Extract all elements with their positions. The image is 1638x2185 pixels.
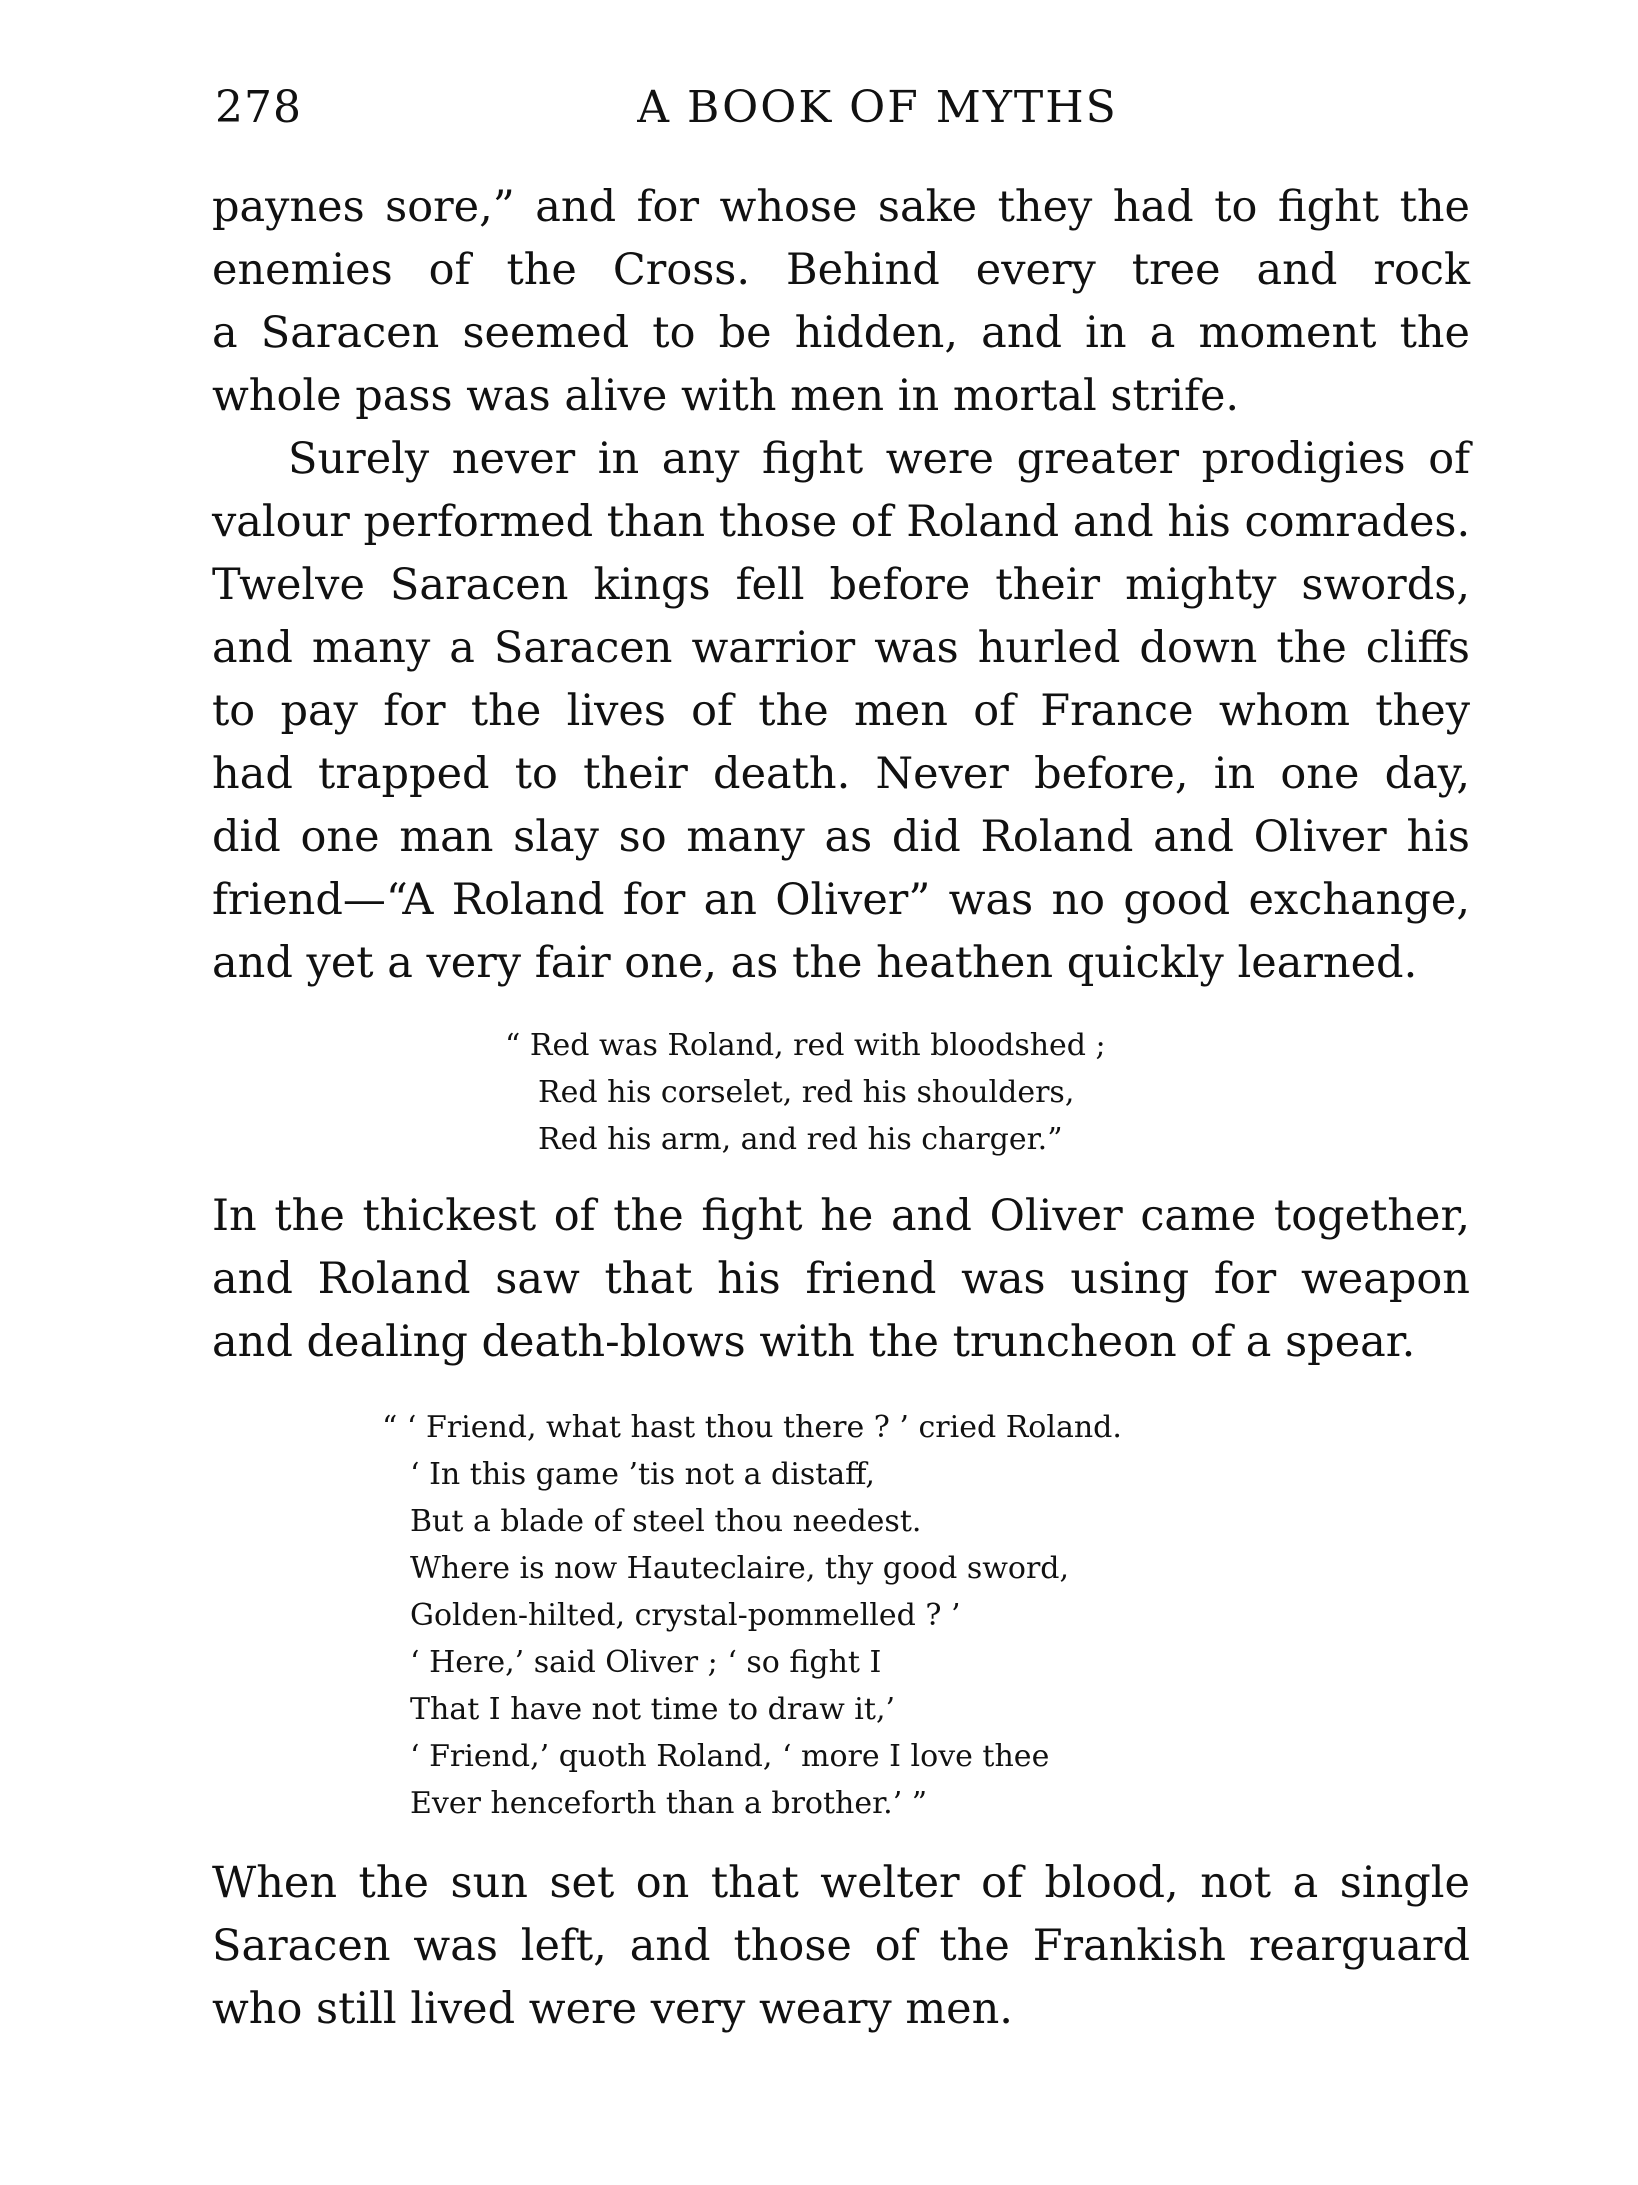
verse-line: “ ‘ Friend, what hast thou there ? ’ cried Roland. [382,1410,1122,1445]
paragraph-2 [212,428,1470,995]
text-line: Twelve Saracen kings fell before their mighty swords, [212,560,1470,610]
running-head [215,78,1470,138]
text-line: enemies of the Cross. Behind every tree and rock [212,245,1470,295]
verse-line: ‘ Friend,’ quoth Roland, ‘ more I love thee [410,1739,1050,1774]
verse-line: Red his corselet, red his shoulders, [538,1075,1075,1110]
verse-quote-2 [382,1404,1122,1827]
text-line: friend—“A Roland for an Oliver” was no good exchange, [212,875,1470,925]
text-line: paynes sore,” and for whose sake they had to fight the [212,182,1470,232]
verse-line: Red his arm, and red his charger.” [538,1122,1063,1157]
verse-line: But a blade of steel thou needest. [410,1504,922,1539]
text-line: and dealing death-blows with the truncheon of a spear. [212,1317,1416,1367]
book-title: A BOOK OF MYTHS [637,82,1118,133]
text-line: whole pass was alive with men in mortal strife. [212,371,1240,421]
text-line: and Roland saw that his friend was using for weapon [212,1254,1470,1304]
paragraph-4 [212,1852,1470,2041]
verse-line: That I have not time to draw it,’ [410,1692,896,1727]
verse-quote-1 [505,1022,1106,1163]
text-line: Saracen was left, and those of the Frankish rearguard [212,1921,1470,1971]
text-line: valour performed than those of Roland and his comrades. [212,497,1471,547]
paragraph-3 [212,1185,1470,1374]
text-line: and yet a very fair one, as the heathen quickly learned. [212,938,1418,988]
verse-line: “ Red was Roland, red with bloodshed ; [505,1028,1106,1063]
verse-line: ‘ Here,’ said Oliver ; ‘ so fight I [410,1645,882,1680]
text-line: who still lived were very weary men. [212,1984,1013,2034]
text-line: and many a Saracen warrior was hurled down the cliffs [212,623,1470,673]
page-number: 278 [215,82,302,133]
text-line: When the sun set on that welter of blood, not a single [212,1858,1470,1908]
text-line: In the thickest of the fight he and Oliver came together, [212,1191,1470,1241]
text-line: a Saracen seemed to be hidden, and in a moment the [212,308,1470,358]
verse-line: ‘ In this game ’tis not a distaff, [410,1457,875,1492]
text-line: did one man slay so many as did Roland and Oliver his [212,812,1470,862]
verse-line: Where is now Hauteclaire, thy good sword, [410,1551,1070,1586]
text-line: to pay for the lives of the men of France whom they [212,686,1470,736]
text-line: had trapped to their death. Never before, in one day, [212,749,1470,799]
paragraph-1 [212,176,1470,428]
text-line: Surely never in any fight were greater prodigies of [288,434,1470,484]
verse-line: Ever henceforth than a brother.’ ” [410,1786,928,1821]
verse-line: Golden-hilted, crystal-pommelled ? ’ [410,1598,961,1633]
